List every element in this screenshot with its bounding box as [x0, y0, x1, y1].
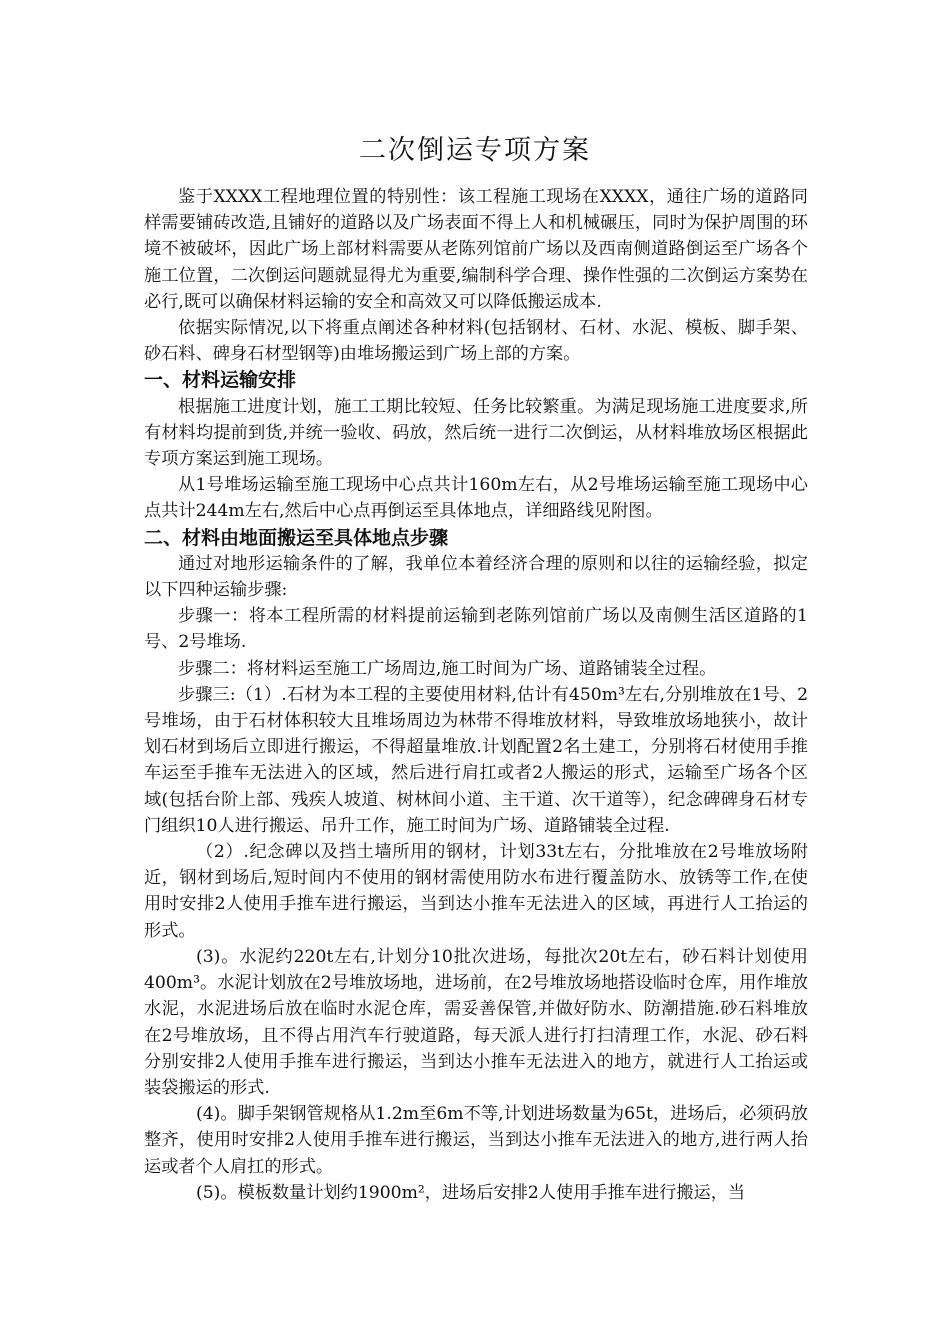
document-body — [144, 184, 808, 1206]
distance-paragraph: 从1号堆场运输至施工现场中心点共计160m左右，从2号堆场运输至施工现场中心点共计244m左右,然后中心点再倒运至具体地点，详细路线见附图。 — [144, 475, 808, 522]
steel-paragraph: （2）.纪念碑以及挡土墙所用的钢材，计划33t左右，分批堆放在2号堆放场附近，钢材到场后,短时间内不使用的钢材需使用防水布进行覆盖防水、放锈等工作,在使用时安排2人使用手推车进行搬运，当到达小推车无法进入的区域，再进行人工抬运的形式。 — [144, 842, 808, 941]
scaffold-paragraph: (4)。脚手架钢管规格从1.2m至6m不等,计划进场数量为65t，进场后，必须码放整齐，使用时安排2人使用手推车进行搬运，当到达小推车无法进入的地方,进行两人抬运或者个人肩扛的形式。 — [144, 1104, 808, 1177]
cement-paragraph: (3)。水泥约220t左右,计划分10批次进场，每批次20t左右，砂石料计划使用400m³。水泥计划放在2号堆放场地，进场前，在2号堆放场地搭设临时仓库，用作堆放水泥，水泥进场后放在临时水泥仓库，需妥善保管,并做好防水、防潮措施.砂石料堆放在2号堆放场，且不得占用汽车行驶道路，每天派人进行打扫清理工作，水泥、砂石料分别安排2人使用手推车进行搬运，当到达小推车无法进入的地方，就进行人工抬运或装袋搬运的形式. — [144, 946, 808, 1098]
schedule-paragraph: 根据施工进度计划，施工工期比较短、任务比较繁重。为满足现场施工进度要求,所有材料均提前到货,并统一验收、码放，然后统一进行二次倒运，从材料堆放场区根据此专项方案运到施工现场。 — [144, 396, 808, 470]
step-two-paragraph: 步骤二：将材料运至施工广场周边,施工时间为广场、道路铺装全过程。 — [178, 658, 717, 679]
section-heading-1: 一、材料运输安排 — [144, 369, 297, 392]
step-one-paragraph: 步骤一：将本工程所需的材料提前运输到老陈列馆前广场以及南侧生活区道路的1号、2号堆场. — [144, 606, 808, 653]
page-title: 二次倒运专项方案 — [359, 135, 591, 166]
formwork-paragraph: (5)。模板数量计划约1900m²，进场后安排2人使用手推车进行搬运，当 — [196, 1182, 746, 1203]
step-three-paragraph: 步骤三:（1）.石材为本工程的主要使用材料,估计有450m³左右,分别堆放在1号、2号堆场，由于石材体积较大且堆场周边为林带不得堆放材料，导致堆放场地狭小，故计划石材到场后立即进行搬运，不得超量堆放.计划配置2名土建工，分别将石材使用手推车运至手推车无法进入的区域，然后进行肩扛或者2人搬运的形式，运输至广场各个区域(包括台阶上部、残疾人坡道、树林间小道、主干道、次干道等），纪念碑碑身石材专门组织10人进行搬运、吊升工作，施工时间为广场、道路铺装全过程. — [144, 684, 808, 836]
intro-paragraph: 鉴于XXXX工程地理位置的特别性：该工程施工现场在XXXX，通往广场的道路同样需要铺砖改造,且铺好的道路以及广场表面不得上人和机械碾压，同时为保护周围的环境不被破坏，因此广场上部材料需要从老陈列馆前广场以及西南侧道路倒运至广场各个施工位置，二次倒运问题就显得尤为重要,编制科学合理、操作性强的二次倒运方案势在必行,既可以确保材料运输的安全和高效又可以降低搬运成本. — [144, 187, 808, 312]
section-heading-2: 二、材料由地面搬运至具体地点步骤 — [144, 526, 449, 549]
scope-paragraph: 依据实际情况,以下将重点阐述各种材料(包括钢材、石材、水泥、模板、脚手架、砂石料、碑身石材型钢等)由堆场搬运到广场上部的方案。 — [144, 318, 808, 365]
steps-intro-paragraph: 通过对地形运输条件的了解，我单位本着经济合理的原则和以往的运输经验，拟定以下四种运输步骤: — [144, 553, 808, 601]
